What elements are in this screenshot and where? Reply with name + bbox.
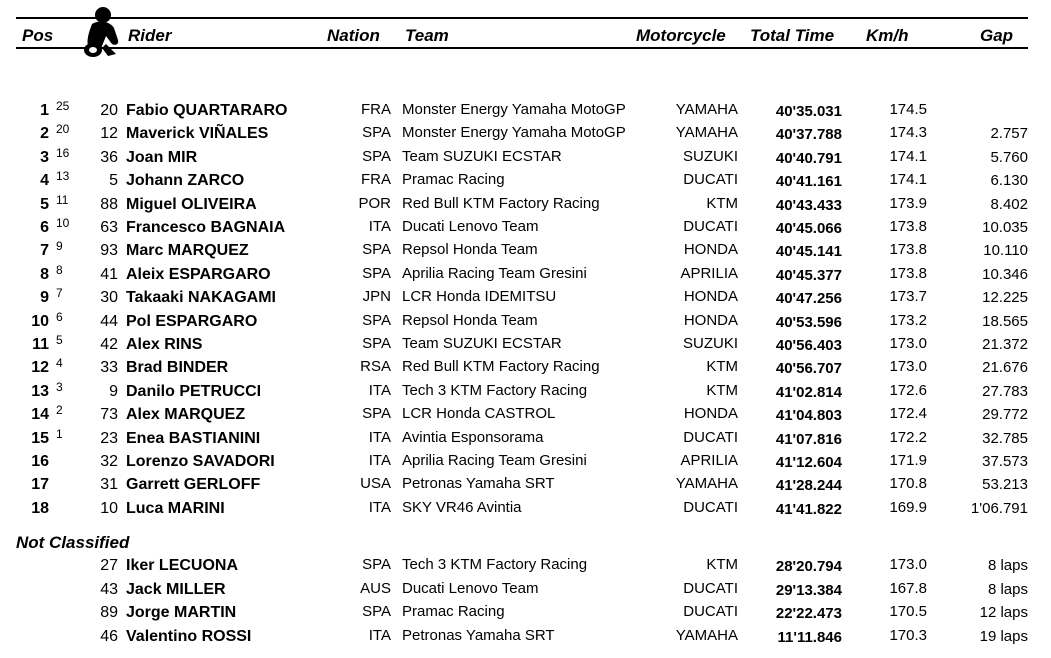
points-cell: 1 — [56, 426, 63, 441]
total-time-cell: 29'13.384 — [775, 581, 842, 599]
team-cell: LCR Honda CASTROL — [402, 405, 556, 423]
result-row — [0, 450, 1051, 472]
position-cell: 7 — [40, 242, 49, 260]
position-cell: 2 — [40, 125, 49, 143]
team-cell: Red Bull KTM Factory Racing — [402, 358, 600, 376]
rider-name-cell: Iker LECUONA — [126, 557, 239, 574]
nation-cell: USA — [360, 475, 391, 493]
rider-name-cell: Marc MARQUEZ — [126, 242, 249, 260]
header-total-time: Total Time — [750, 26, 835, 45]
result-row — [0, 193, 1051, 215]
speed-cell: 169.9 — [889, 498, 927, 516]
total-time-cell: 40'53.596 — [775, 313, 842, 331]
gap-cell: 19 laps — [979, 627, 1028, 645]
rider-number-cell: 46 — [100, 627, 118, 645]
gap-cell: 10.110 — [983, 242, 1028, 260]
points-cell: 8 — [56, 262, 63, 277]
motorcycle-cell: KTM — [706, 194, 738, 212]
not-classified-row — [0, 601, 1051, 623]
rider-name-cell: Garrett GERLOFF — [126, 476, 261, 494]
not-classified-row — [0, 554, 1051, 576]
team-cell: Ducati Lenovo Team — [402, 579, 539, 597]
team-cell: Aprilia Racing Team Gresini — [402, 452, 587, 469]
rider-name-cell: Danilo PETRUCCI — [126, 382, 262, 400]
result-row — [0, 403, 1051, 425]
rider-name-cell: Lorenzo SAVADORI — [126, 453, 275, 470]
position-cell: 18 — [31, 499, 49, 517]
team-cell: Pramac Racing — [402, 171, 505, 189]
team-cell: Repsol Honda Team — [402, 311, 538, 329]
total-time-cell: 40'41.161 — [775, 173, 842, 191]
result-row — [0, 427, 1051, 449]
nation-cell: SPA — [362, 405, 391, 423]
total-time-cell: 41'02.814 — [775, 383, 842, 401]
speed-cell: 173.8 — [889, 241, 927, 259]
gap-cell: 2.757 — [990, 125, 1028, 143]
points-cell: 2 — [56, 403, 63, 418]
not-classified-row — [0, 625, 1051, 647]
result-row — [0, 99, 1051, 121]
total-time-cell: 40'56.403 — [775, 337, 842, 354]
nation-cell: SPA — [362, 124, 391, 142]
result-row — [0, 356, 1051, 378]
rider-name-cell: Francesco BAGNAIA — [126, 219, 286, 236]
motorcycle-cell: APRILIA — [680, 452, 738, 469]
rider-number-cell: 44 — [100, 312, 118, 330]
header-kmh: Km/h — [866, 26, 909, 45]
result-row — [0, 380, 1051, 402]
nation-cell: SPA — [362, 311, 391, 329]
team-cell: Team SUZUKI ECSTAR — [402, 147, 562, 165]
total-time-cell: 40'45.066 — [775, 220, 842, 237]
speed-cell: 172.2 — [889, 428, 927, 446]
rider-number-cell: 93 — [100, 242, 118, 260]
position-cell: 14 — [31, 406, 49, 424]
rider-number-cell: 23 — [100, 429, 118, 447]
motorcycle-cell: DUCATI — [683, 428, 738, 446]
total-time-cell: 40'43.433 — [775, 196, 842, 214]
position-cell: 5 — [40, 195, 49, 213]
total-time-cell: 41'04.803 — [775, 407, 842, 425]
team-cell: Monster Energy Yamaha MotoGP — [402, 124, 626, 142]
total-time-cell: 11'11.846 — [777, 628, 842, 646]
team-cell: Red Bull KTM Factory Racing — [402, 194, 600, 212]
rider-name-cell: Luca MARINI — [126, 499, 225, 517]
speed-cell: 172.4 — [889, 405, 927, 423]
speed-cell: 174.1 — [889, 171, 927, 189]
rider-number-cell: 33 — [100, 359, 118, 377]
header-pos: Pos — [22, 26, 54, 45]
points-cell: 5 — [56, 333, 63, 347]
nation-cell: AUS — [360, 579, 391, 597]
motorcycle-cell: HONDA — [683, 405, 738, 423]
total-time-cell: 40'40.791 — [775, 149, 842, 167]
gap-cell: 18.565 — [982, 312, 1028, 330]
nation-cell: SPA — [362, 556, 391, 573]
gap-cell: 53.213 — [982, 476, 1028, 494]
motorcycle-cell: SUZUKI — [682, 335, 738, 352]
team-cell: Team SUZUKI ECSTAR — [402, 335, 562, 352]
position-cell: 8 — [40, 265, 49, 283]
header-team: Team — [405, 26, 449, 45]
speed-cell: 173.0 — [889, 335, 927, 352]
team-cell: Avintia Esponsorama — [402, 428, 544, 446]
points-cell: 11 — [56, 192, 69, 207]
rider-name-cell: Valentino ROSSI — [126, 627, 252, 645]
rider-name-cell: Joan MIR — [126, 148, 198, 166]
rider-number-cell: 88 — [100, 195, 118, 213]
rider-number-cell: 89 — [100, 604, 118, 622]
total-time-cell: 41'28.244 — [775, 477, 842, 495]
points-cell: 13 — [56, 169, 70, 184]
nation-cell: FRA — [361, 101, 391, 118]
result-row — [0, 310, 1051, 332]
result-row — [0, 239, 1051, 261]
nation-cell: JPN — [362, 288, 391, 306]
position-cell: 12 — [31, 359, 49, 377]
gap-cell: 8 laps — [987, 557, 1028, 574]
motorcycle-cell: KTM — [706, 358, 738, 376]
nation-cell: SPA — [362, 241, 391, 259]
rider-name-cell: Fabio QUARTARARO — [126, 102, 288, 119]
position-cell: 17 — [31, 476, 49, 494]
team-cell: Pramac Racing — [402, 603, 505, 621]
motorcycle-cell: YAMAHA — [675, 475, 738, 493]
nation-cell: FRA — [361, 171, 391, 189]
team-cell: Petronas Yamaha SRT — [402, 626, 555, 644]
team-cell: Tech 3 KTM Factory Racing — [402, 556, 588, 573]
rider-number-cell: 12 — [100, 125, 118, 143]
points-cell: 10 — [56, 216, 70, 230]
motorcycle-cell: HONDA — [683, 288, 738, 306]
result-row — [0, 146, 1051, 168]
header-gap: Gap — [980, 26, 1014, 45]
gap-cell: 29.772 — [982, 406, 1028, 424]
position-cell: 10 — [31, 312, 49, 330]
gap-cell: 6.130 — [990, 172, 1028, 190]
speed-cell: 167.8 — [889, 579, 927, 597]
not-classified-heading: Not Classified — [16, 533, 130, 552]
total-time-cell: 40'56.707 — [775, 360, 842, 378]
nation-cell: ITA — [368, 428, 391, 446]
team-cell: Tech 3 KTM Factory Racing — [402, 381, 588, 399]
nation-cell: POR — [358, 194, 391, 212]
rider-number-cell: 5 — [109, 172, 118, 190]
position-cell: 13 — [31, 382, 49, 400]
position-cell: 9 — [40, 289, 49, 307]
nation-cell: SPA — [362, 603, 391, 621]
team-cell: Petronas Yamaha SRT — [402, 475, 555, 493]
gap-cell: 10.035 — [982, 219, 1028, 236]
position-cell: 3 — [40, 148, 49, 166]
motorcycle-cell: KTM — [706, 556, 738, 573]
rider-name-cell: Takaaki NAKAGAMI — [126, 289, 276, 307]
total-time-cell: 40'45.141 — [775, 243, 842, 261]
gap-cell: 37.573 — [982, 453, 1028, 470]
speed-cell: 174.3 — [889, 124, 927, 142]
team-cell: Aprilia Racing Team Gresini — [402, 264, 587, 282]
rider-name-cell: Alex MARQUEZ — [126, 406, 246, 424]
rider-number-cell: 36 — [100, 148, 118, 166]
speed-cell: 173.0 — [889, 358, 927, 376]
rider-number-cell: 42 — [100, 336, 118, 353]
rider-name-cell: Maverick VIÑALES — [126, 125, 269, 143]
header-nation: Nation — [327, 26, 380, 45]
header-rider: Rider — [128, 26, 172, 45]
gap-cell: 21.676 — [982, 359, 1028, 377]
rider-name-cell: Alex RINS — [126, 336, 203, 353]
header-motorcycle: Motorcycle — [636, 26, 726, 45]
points-cell: 16 — [56, 145, 70, 160]
nation-cell: ITA — [368, 452, 391, 469]
rider-number-cell: 31 — [100, 476, 118, 494]
position-cell: 15 — [31, 429, 49, 447]
rider-number-cell: 30 — [100, 289, 118, 307]
rider-name-cell: Johann ZARCO — [126, 172, 245, 190]
team-cell: LCR Honda IDEMITSU — [402, 288, 557, 306]
total-time-cell: 28'20.794 — [775, 558, 842, 575]
motorcycle-cell: DUCATI — [683, 603, 738, 621]
team-cell: Ducati Lenovo Team — [402, 218, 539, 235]
total-time-cell: 40'35.031 — [775, 103, 842, 120]
nation-cell: ITA — [368, 218, 391, 235]
rider-number-cell: 73 — [100, 406, 118, 424]
team-cell: Monster Energy Yamaha MotoGP — [402, 101, 626, 118]
total-time-cell: 41'41.822 — [775, 500, 842, 518]
speed-cell: 173.2 — [889, 311, 927, 329]
motorcycle-cell: APRILIA — [680, 264, 738, 282]
rider-number-cell: 63 — [100, 219, 118, 236]
result-row — [0, 263, 1051, 285]
rider-number-cell: 32 — [100, 453, 118, 470]
speed-cell: 173.8 — [889, 218, 927, 235]
motorcycle-cell: YAMAHA — [675, 101, 738, 118]
nation-cell: SPA — [362, 335, 391, 352]
rider-name-cell: Aleix ESPARGARO — [126, 265, 271, 283]
speed-cell: 172.6 — [889, 381, 927, 399]
motorcycle-cell: SUZUKI — [682, 147, 738, 165]
points-cell: 9 — [56, 239, 63, 254]
speed-cell: 173.7 — [889, 288, 927, 306]
result-row — [0, 169, 1051, 191]
gap-cell: 1'06.791 — [970, 499, 1028, 517]
result-row — [0, 216, 1051, 238]
nation-cell: ITA — [368, 381, 391, 399]
motorcycle-cell: HONDA — [683, 241, 738, 259]
gap-cell: 5.760 — [990, 148, 1028, 166]
rider-name-cell: Miguel OLIVEIRA — [126, 195, 257, 213]
motorcycle-cell: DUCATI — [683, 498, 738, 516]
points-cell: 20 — [56, 122, 70, 137]
nation-cell: SPA — [362, 147, 391, 165]
nation-cell: ITA — [368, 498, 391, 516]
points-cell: 4 — [56, 356, 63, 371]
total-time-cell: 40'45.377 — [775, 266, 842, 284]
speed-cell: 171.9 — [889, 452, 927, 469]
points-cell: 25 — [56, 99, 70, 113]
points-cell: 7 — [56, 286, 63, 301]
position-cell: 6 — [40, 219, 49, 236]
total-time-cell: 40'47.256 — [775, 290, 842, 308]
total-time-cell: 22'22.473 — [775, 605, 842, 623]
speed-cell: 170.8 — [889, 475, 927, 493]
position-cell: 4 — [40, 172, 49, 190]
gap-cell: 12.225 — [982, 289, 1028, 307]
speed-cell: 170.3 — [889, 626, 927, 644]
gap-cell: 10.346 — [982, 265, 1028, 283]
result-row — [0, 333, 1051, 355]
points-cell: 6 — [56, 309, 63, 324]
rider-number-cell: 9 — [109, 382, 118, 400]
motorcycle-cell: KTM — [706, 381, 738, 399]
points-cell: 3 — [56, 379, 63, 394]
rider-name-cell: Enea BASTIANINI — [126, 429, 261, 447]
gap-cell: 27.783 — [982, 382, 1028, 400]
nation-cell: ITA — [368, 626, 391, 644]
gap-cell: 32.785 — [982, 429, 1028, 447]
gap-cell: 21.372 — [982, 336, 1028, 353]
rider-number-cell: 10 — [100, 499, 118, 517]
rider-name-cell: Jorge MARTIN — [126, 604, 237, 622]
motorcycle-cell: YAMAHA — [675, 626, 738, 644]
result-row — [0, 122, 1051, 144]
motorcycle-cell: DUCATI — [683, 218, 738, 235]
speed-cell: 174.1 — [889, 147, 927, 165]
result-row — [0, 497, 1051, 519]
team-cell: Repsol Honda Team — [402, 241, 538, 259]
not-classified-row — [0, 578, 1051, 600]
position-cell: 1 — [40, 102, 49, 119]
position-cell: 16 — [31, 453, 49, 470]
motorcycle-cell: YAMAHA — [675, 124, 738, 142]
speed-cell: 174.5 — [889, 101, 927, 118]
gap-cell: 12 laps — [979, 604, 1028, 622]
total-time-cell: 41'12.604 — [775, 454, 842, 471]
motorcycle-cell: DUCATI — [683, 579, 738, 597]
rider-number-cell: 43 — [100, 580, 118, 598]
total-time-cell: 41'07.816 — [775, 430, 842, 448]
speed-cell: 173.9 — [889, 194, 927, 212]
nation-cell: SPA — [362, 264, 391, 282]
result-row — [0, 473, 1051, 495]
position-cell: 11 — [32, 336, 49, 353]
rider-number-cell: 20 — [100, 102, 118, 119]
motorcycle-cell: DUCATI — [683, 171, 738, 189]
rider-number-cell: 41 — [100, 265, 118, 283]
gap-cell: 8 laps — [987, 580, 1028, 598]
result-row — [0, 286, 1051, 308]
rider-number-cell: 27 — [100, 557, 118, 574]
team-cell: SKY VR46 Avintia — [402, 498, 522, 516]
total-time-cell: 40'37.788 — [775, 126, 842, 144]
nation-cell: RSA — [360, 358, 391, 376]
rider-name-cell: Brad BINDER — [126, 359, 229, 377]
gap-cell: 8.402 — [990, 195, 1028, 213]
rider-name-cell: Pol ESPARGARO — [126, 312, 258, 330]
motorcycle-cell: HONDA — [683, 311, 738, 329]
speed-cell: 170.5 — [889, 603, 927, 621]
rider-name-cell: Jack MILLER — [126, 580, 226, 598]
speed-cell: 173.8 — [889, 264, 927, 282]
speed-cell: 173.0 — [889, 556, 927, 573]
